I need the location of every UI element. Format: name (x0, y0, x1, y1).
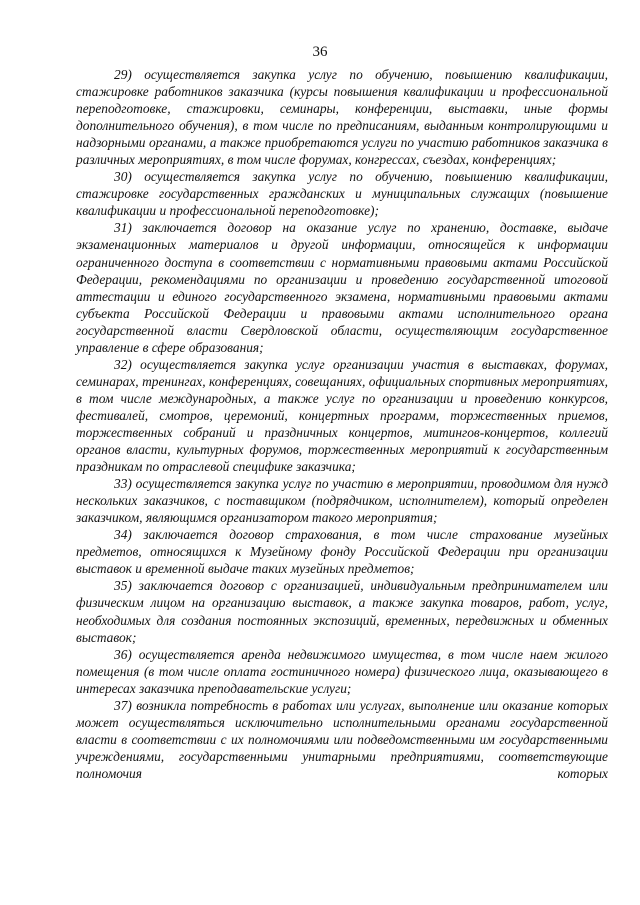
paragraph-37: 37) возникла потребность в работах или услугах, выполнение или оказание которых может осуществляться исключительно исполнительными органами государственной власти в соответствии с их полномочиями или подведомственными им государственными учреждениями, государственными унитарными предприятиями, соответствующие полномочия которых (76, 697, 608, 781)
paragraph-34: 34) заключается договор страхования, в том числе страхование музейных предметов, относящихся к Музейному фонду Российской Федерации при организации выставок и временной выдаче таких музейных предметов; (76, 527, 608, 577)
document-body (76, 66, 608, 782)
paragraph-30: 30) осуществляется закупка услуг по обучению, повышению квалификации, стажировке государственных гражданских и муниципальных служащих (повышение квалификации и профессиональной переподготовке); (76, 169, 608, 219)
paragraph-32: 32) осуществляется закупка услуг организации участия в выставках, форумах, семинарах, тренингах, конференциях, совещаниях, официальных спортивных мероприятиях, в том числе международных, а также услуг по организации и проведению конкурсов, фестивалей, смотров, церемоний, концертных программ, торжественных приемов, торжественных собраний и праздничных концертов, митингов-концертов, коллегий органов власти, культурных форумов, торжественных мероприятий к государственным праздникам по отраслевой специфике заказчика; (76, 356, 608, 475)
paragraph-31: 31) заключается договор на оказание услуг по хранению, доставке, выдаче экзаменационных материалов и другой информации, относящейся к информации ограниченного доступа в соответствии с нормативными правовыми актами Российской Федерации, рекомендациями по организации и проведению государственной итоговой аттестации и единого государственного экзамена, нормативными правовыми актами субъекта Российской Федерации и правовыми актами исполнительного органа государственной власти Свердловской области, осуществляющим государственное управление в сфере образования; (76, 220, 608, 355)
paragraph-36: 36) осуществляется аренда недвижимого имущества, в том числе наем жилого помещения (в том числе оплата гостиничного номера) физического лица, оказывающего в интересах заказчика преподавательские услуги; (76, 646, 608, 696)
page-number: 36 (312, 44, 328, 60)
paragraph-35: 35) заключается договор с организацией, индивидуальным предпринимателем или физическим лицом на организацию выставок, а также закупка товаров, работ, услуг, необходимых для создания постоянных экспозиций, временных, передвижных и обменных выставок; (76, 578, 608, 645)
paragraph-33: 33) осуществляется закупка услуг по участию в мероприятии, проводимом для нужд нескольких заказчиков, с поставщиком (подрядчиком, исполнителем), который определен заказчиком, являющимся организатором такого мероприятия; (76, 476, 608, 526)
paragraph-29: 29) осуществляется закупка услуг по обучению, повышению квалификации, стажировке работников заказчика (курсы повышения квалификации и профессиональной переподготовке, стажировки, семинары, конференции, выставки, иные формы дополнительного обучения), в том числе по предписаниям, выданным контролирующими и надзорными органами, а также приобретаются услуги по участию работников заказчика в различных мероприятиях, в том числе форумах, конгрессах, съездах, конференциях; (76, 67, 608, 168)
